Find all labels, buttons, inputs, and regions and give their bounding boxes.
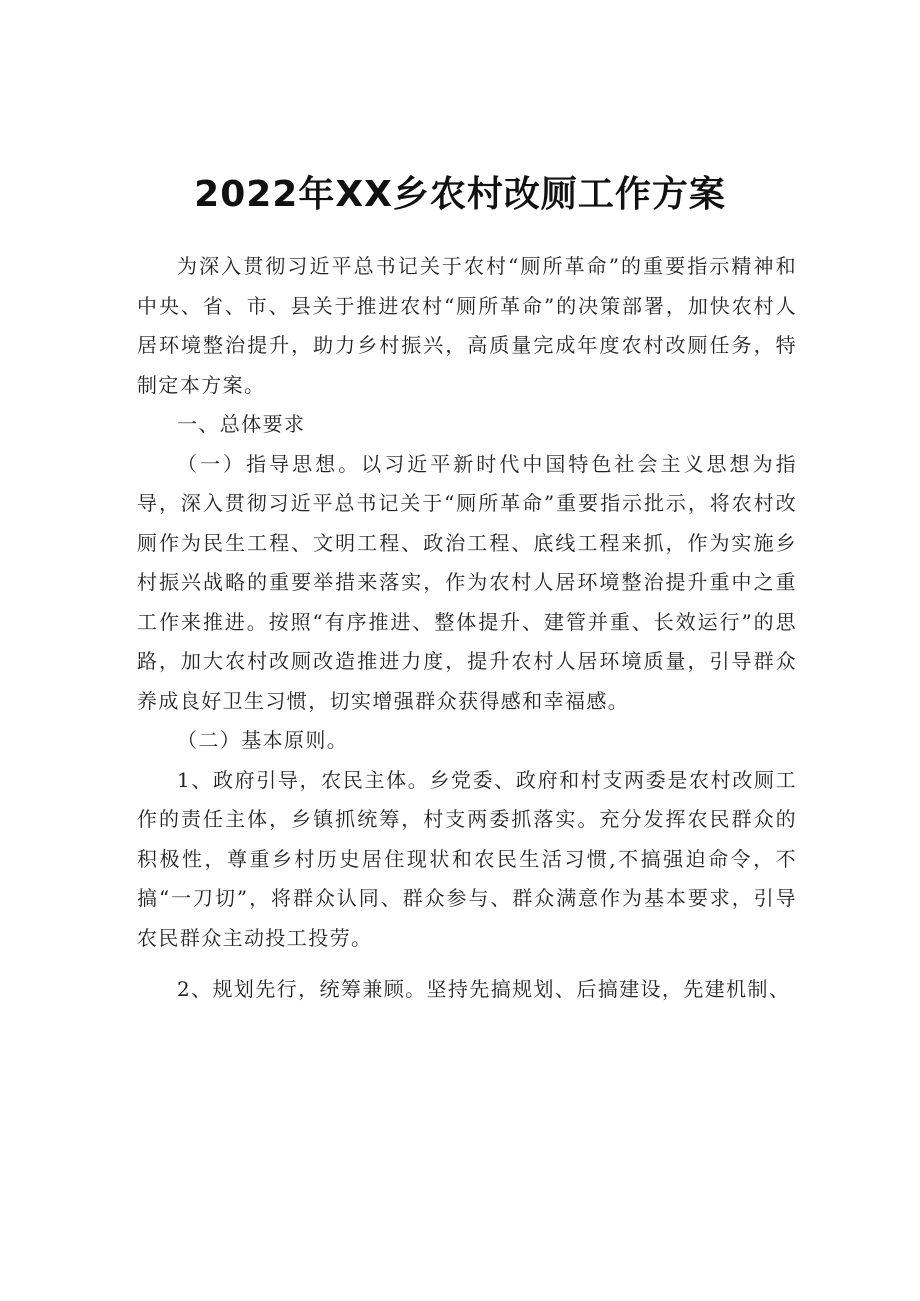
document-body xyxy=(137,247,797,1010)
principle-2-paragraph: 2、规划先行，统筹兼顾。坚持先搞规划、后搞建设，先建机制、 xyxy=(177,977,791,1001)
subsection-heading-basic-principles: （二）基本原则。 xyxy=(177,728,349,752)
intro-paragraph: 为深入贯彻习近平总书记关于农村“厕所革命”的重要指示精神和中央、省、市、县关于推进农村“厕所革命”的决策部署，加快农村人居环境整治提升，助力乡村振兴，高质量完成年度农村改厕任务，特制定本方案。 xyxy=(137,254,797,397)
document-title: 2022年XX乡农村改厕工作方案 xyxy=(194,174,726,215)
principle-1-paragraph: 1、政府引导，农民主体。乡党委、政府和村支两委是农村改厕工作的责任主体，乡镇抓统筹，村支两委抓落实。充分发挥农民群众的积极性，尊重乡村历史居住现状和农民生活习惯,不搞强迫命令，不搞“一刀切”，将群众认同、群众参与、群众满意作为基本要求，引导农民群众主动投工投劳。 xyxy=(137,767,797,950)
guiding-ideology-paragraph: （一）指导思想。以习近平新时代中国特色社会主义思想为指导，深入贯彻习近平总书记关于“厕所革命”重要指示批示，将农村改厕作为民生工程、文明工程、政治工程、底线工程来抓，作为实施乡村振兴战略的重要举措来落实，作为农村人居环境整治提升重中之重工作来推进。按照“有序推进、整体提升、建管并重、长效运行”的思路，加大农村改厕改造推进力度，提升农村人居环境质量，引导群众养成良好卫生习惯，切实增强群众获得感和幸福感。 xyxy=(137,451,797,713)
section-heading-general-requirements: 一、总体要求 xyxy=(177,412,306,436)
